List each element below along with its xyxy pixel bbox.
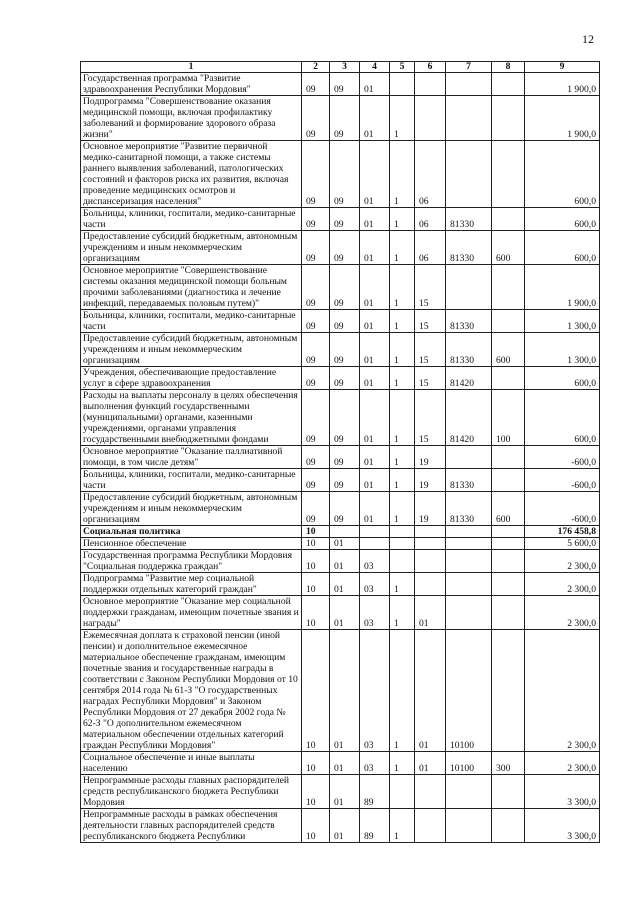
amount-cell: 600,0 [525,141,600,208]
code-cell: 1 [390,752,415,775]
code-cell: 1 [390,367,415,390]
code-cell: 01 [360,141,390,208]
row-name-cell: Государственная программа "Развитие здравоохранения Республики Мордовия" [81,73,302,96]
row-name-cell: Основное мероприятие "Совершенствование системы оказания медицинской помощи больным прочими заболеваниями (диагностика и лечение инфекций, передаваемых половым путем)" [81,265,302,310]
budget-table [80,61,600,843]
code-cell [492,265,525,310]
code-cell [492,208,525,231]
table-row [81,775,600,809]
amount-cell: 3 300,0 [525,809,600,843]
code-cell [492,73,525,96]
code-cell: 09 [302,492,330,526]
code-cell [390,538,415,550]
code-cell: 09 [302,208,330,231]
code-cell: 1 [390,630,415,752]
code-cell: 09 [330,231,360,265]
table-row [81,809,600,843]
code-cell [446,96,492,141]
code-cell: 06 [415,141,446,208]
code-cell: 1 [390,809,415,843]
code-cell [446,573,492,596]
code-cell: 89 [360,775,390,809]
amount-cell: 2 300,0 [525,596,600,630]
code-cell: 81420 [446,390,492,446]
row-name-cell: Предоставление субсидий бюджетным, автономным учреждениям и иным некоммерческим организациям [81,492,302,526]
amount-cell: 1 900,0 [525,96,600,141]
code-cell: 01 [360,333,390,367]
code-cell: 01 [330,752,360,775]
column-header: 6 [415,62,446,73]
table-row [81,573,600,596]
code-cell: 10100 [446,630,492,752]
code-cell: 09 [330,310,360,333]
row-name-cell: Расходы на выплаты персоналу в целях обеспечения выполнения функций государственными (муниципальными) органами, казенными учреждениями, органами управления государственными внебюджетными фондами [81,390,302,446]
row-name-cell: Предоставление субсидий бюджетным, автономным учреждениям и иным некоммерческим организациям [81,231,302,265]
column-header: 9 [525,62,600,73]
code-cell: 09 [330,265,360,310]
code-cell: 19 [415,469,446,492]
code-cell: 01 [360,265,390,310]
table-row [81,310,600,333]
code-cell [492,469,525,492]
column-header: 7 [446,62,492,73]
code-cell: 15 [415,310,446,333]
code-cell: 09 [302,73,330,96]
code-cell [492,775,525,809]
code-cell: 09 [330,73,360,96]
amount-cell: 2 300,0 [525,550,600,573]
code-cell: 81330 [446,310,492,333]
code-cell: 09 [302,333,330,367]
row-name-cell: Больницы, клиники, госпитали, медико-санитарные части [81,208,302,231]
row-name-cell: Социальное обеспечение и иные выплаты населению [81,752,302,775]
code-cell: 09 [330,208,360,231]
code-cell: 1 [390,208,415,231]
code-cell: 81330 [446,333,492,367]
code-cell: 81330 [446,469,492,492]
code-cell: 600 [492,333,525,367]
code-cell [415,73,446,96]
table-row [81,265,600,310]
code-cell [446,550,492,573]
table-row [81,630,600,752]
code-cell [390,526,415,538]
code-cell [446,73,492,96]
code-cell [446,446,492,469]
code-cell: 10 [302,596,330,630]
code-cell [446,775,492,809]
table-row [81,96,600,141]
table-row [81,752,600,775]
code-cell: 01 [330,630,360,752]
code-cell: 01 [415,752,446,775]
code-cell: 01 [330,550,360,573]
code-cell: 09 [302,96,330,141]
code-cell: 15 [415,265,446,310]
table-row [81,390,600,446]
code-cell: 01 [360,446,390,469]
code-cell: 89 [360,809,390,843]
code-cell: 01 [360,492,390,526]
amount-cell: -600,0 [525,469,600,492]
code-cell: 09 [302,265,330,310]
code-cell: 1 [390,310,415,333]
code-cell: 10 [302,630,330,752]
code-cell: 09 [330,492,360,526]
amount-cell: 600,0 [525,367,600,390]
code-cell: 03 [360,596,390,630]
code-cell [492,809,525,843]
row-name-cell: Пенсионное обеспечение [81,538,302,550]
code-cell: 10100 [446,752,492,775]
table-row [81,526,600,538]
row-name-cell: Непрограммные расходы главных распорядителей средств республиканского бюджета Республики Мордовия [81,775,302,809]
code-cell [415,809,446,843]
code-cell [415,775,446,809]
row-name-cell: Больницы, клиники, госпитали, медико-санитарные части [81,310,302,333]
code-cell: 09 [302,310,330,333]
amount-cell: 600,0 [525,390,600,446]
code-cell: 09 [330,96,360,141]
code-cell: 81330 [446,492,492,526]
code-cell: 09 [302,231,330,265]
code-cell: 1 [390,231,415,265]
code-cell: 10 [302,809,330,843]
code-cell: 09 [330,469,360,492]
code-cell: 09 [302,390,330,446]
code-cell: 01 [330,538,360,550]
row-name-cell: Основное мероприятие "Оказание паллиативной помощи, в том числе детям" [81,446,302,469]
code-cell: 01 [360,390,390,446]
code-cell: 10 [302,526,330,538]
code-cell [492,538,525,550]
code-cell [446,265,492,310]
code-cell: 09 [330,390,360,446]
code-cell: 1 [390,469,415,492]
code-cell: 300 [492,752,525,775]
code-cell [446,141,492,208]
code-cell: 10 [302,752,330,775]
code-cell [446,538,492,550]
row-name-cell: Учреждения, обеспечивающие предоставление услуг в сфере здравоохранения [81,367,302,390]
code-cell: 1 [390,96,415,141]
row-name-cell: Непрограммные расходы в рамках обеспечения деятельности главных распорядителей средств республиканского бюджета Республики [81,809,302,843]
code-cell: 15 [415,390,446,446]
code-cell: 01 [360,73,390,96]
code-cell: 03 [360,752,390,775]
code-cell: 81420 [446,367,492,390]
row-name-cell: Основное мероприятие "Развитие первичной медико-санитарной помощи, а также системы раннего выявления заболеваний, патологических состояний и факторов риска их развития, включая проведение медицинских осмотров и диспансеризация населения" [81,141,302,208]
code-cell [390,73,415,96]
code-cell: 01 [360,367,390,390]
code-cell: 600 [492,492,525,526]
code-cell [492,550,525,573]
code-cell: 1 [390,265,415,310]
code-cell: 01 [330,775,360,809]
amount-cell: 600,0 [525,231,600,265]
code-cell: 01 [360,310,390,333]
code-cell: 09 [330,333,360,367]
code-cell: 19 [415,446,446,469]
code-cell [492,367,525,390]
code-cell: 01 [330,809,360,843]
code-cell: 09 [330,446,360,469]
code-cell [492,630,525,752]
amount-cell: -600,0 [525,446,600,469]
code-cell [446,596,492,630]
code-cell: 03 [360,630,390,752]
amount-cell: 5 600,0 [525,538,600,550]
table-row [81,208,600,231]
row-name-cell: Больницы, клиники, госпитали, медико-санитарные части [81,469,302,492]
code-cell: 100 [492,390,525,446]
code-cell: 19 [415,492,446,526]
code-cell: 01 [360,231,390,265]
column-header: 2 [302,62,330,73]
amount-cell: 1 900,0 [525,73,600,96]
amount-cell: -600,0 [525,492,600,526]
code-cell: 09 [302,141,330,208]
code-cell: 09 [302,469,330,492]
code-cell: 03 [360,550,390,573]
code-cell: 1 [390,333,415,367]
table-row [81,141,600,208]
code-cell: 01 [360,208,390,231]
code-cell [330,526,360,538]
amount-cell: 2 300,0 [525,630,600,752]
code-cell [360,526,390,538]
code-cell [446,526,492,538]
amount-cell: 2 300,0 [525,573,600,596]
code-cell [360,538,390,550]
code-cell: 15 [415,367,446,390]
code-cell [492,596,525,630]
amount-cell: 2 300,0 [525,752,600,775]
code-cell: 06 [415,231,446,265]
code-cell: 1 [390,596,415,630]
code-cell [415,538,446,550]
table-row [81,469,600,492]
code-cell: 10 [302,538,330,550]
code-cell: 01 [360,96,390,141]
column-header: 8 [492,62,525,73]
code-cell [492,446,525,469]
table-row [81,367,600,390]
code-cell: 01 [415,596,446,630]
code-cell [492,310,525,333]
code-cell: 01 [330,596,360,630]
code-cell: 10 [302,550,330,573]
column-header: 4 [360,62,390,73]
row-name-cell: Ежемесячная доплата к страховой пенсии (иной пенсии) и дополнительное ежемесячное материальное обеспечение гражданам, имеющим почетные звания и государственные награды в соответствии с Законом Республики Мордовия от 10 сентября 2014 года № 61-З "О государственных наградах Республики Мордовия" и Законом Республики Мордовия от 27 декабря 2002 года № 62-З "О дополнительном ежемесячном материальном обеспечении отдельных категорий граждан Республики Мордовия" [81,630,302,752]
code-cell: 03 [360,573,390,596]
code-cell: 09 [330,367,360,390]
table-row [81,550,600,573]
row-name-cell: Социальная политика [81,526,302,538]
table-row [81,333,600,367]
table-row [81,231,600,265]
amount-cell: 3 300,0 [525,775,600,809]
code-cell [415,573,446,596]
table-row [81,446,600,469]
code-cell: 01 [360,469,390,492]
code-cell: 09 [302,367,330,390]
code-cell: 1 [390,390,415,446]
code-cell [415,526,446,538]
code-cell: 10 [302,573,330,596]
code-cell [492,573,525,596]
table-row [81,538,600,550]
code-cell: 1 [390,446,415,469]
code-cell: 01 [415,630,446,752]
column-header: 1 [81,62,302,73]
column-header: 3 [330,62,360,73]
amount-cell: 600,0 [525,208,600,231]
code-cell [415,550,446,573]
code-cell: 81330 [446,208,492,231]
code-cell [492,141,525,208]
code-cell [446,809,492,843]
code-cell: 09 [302,446,330,469]
page-number: 12 [582,32,594,46]
amount-cell: 1 300,0 [525,333,600,367]
code-cell [415,96,446,141]
code-cell: 81330 [446,231,492,265]
code-cell: 01 [330,573,360,596]
code-cell: 09 [330,141,360,208]
code-cell [390,550,415,573]
row-name-cell: Подпрограмма "Развитие мер социальной поддержки отдельных категорий граждан" [81,573,302,596]
row-name-cell: Предоставление субсидий бюджетным, автономным учреждениям и иным некоммерческим организациям [81,333,302,367]
code-cell: 1 [390,573,415,596]
table-row [81,492,600,526]
row-name-cell: Основное мероприятие "Оказание мер социальной поддержки гражданам, имеющим почетные звания и награды" [81,596,302,630]
table-header-row [81,62,600,73]
row-name-cell: Подпрограмма "Совершенствование оказания медицинской помощи, включая профилактику заболеваний и формирование здорового образа жизни" [81,96,302,141]
row-name-cell: Государственная программа Республики Мордовия "Социальная поддержка граждан" [81,550,302,573]
code-cell [492,96,525,141]
code-cell: 15 [415,333,446,367]
code-cell [390,775,415,809]
amount-cell: 1 900,0 [525,265,600,310]
amount-cell: 176 458,8 [525,526,600,538]
table-row [81,73,600,96]
code-cell: 10 [302,775,330,809]
code-cell: 1 [390,141,415,208]
table-row [81,596,600,630]
column-header: 5 [390,62,415,73]
code-cell: 06 [415,208,446,231]
amount-cell: 1 300,0 [525,310,600,333]
code-cell: 1 [390,492,415,526]
code-cell [492,526,525,538]
code-cell: 600 [492,231,525,265]
